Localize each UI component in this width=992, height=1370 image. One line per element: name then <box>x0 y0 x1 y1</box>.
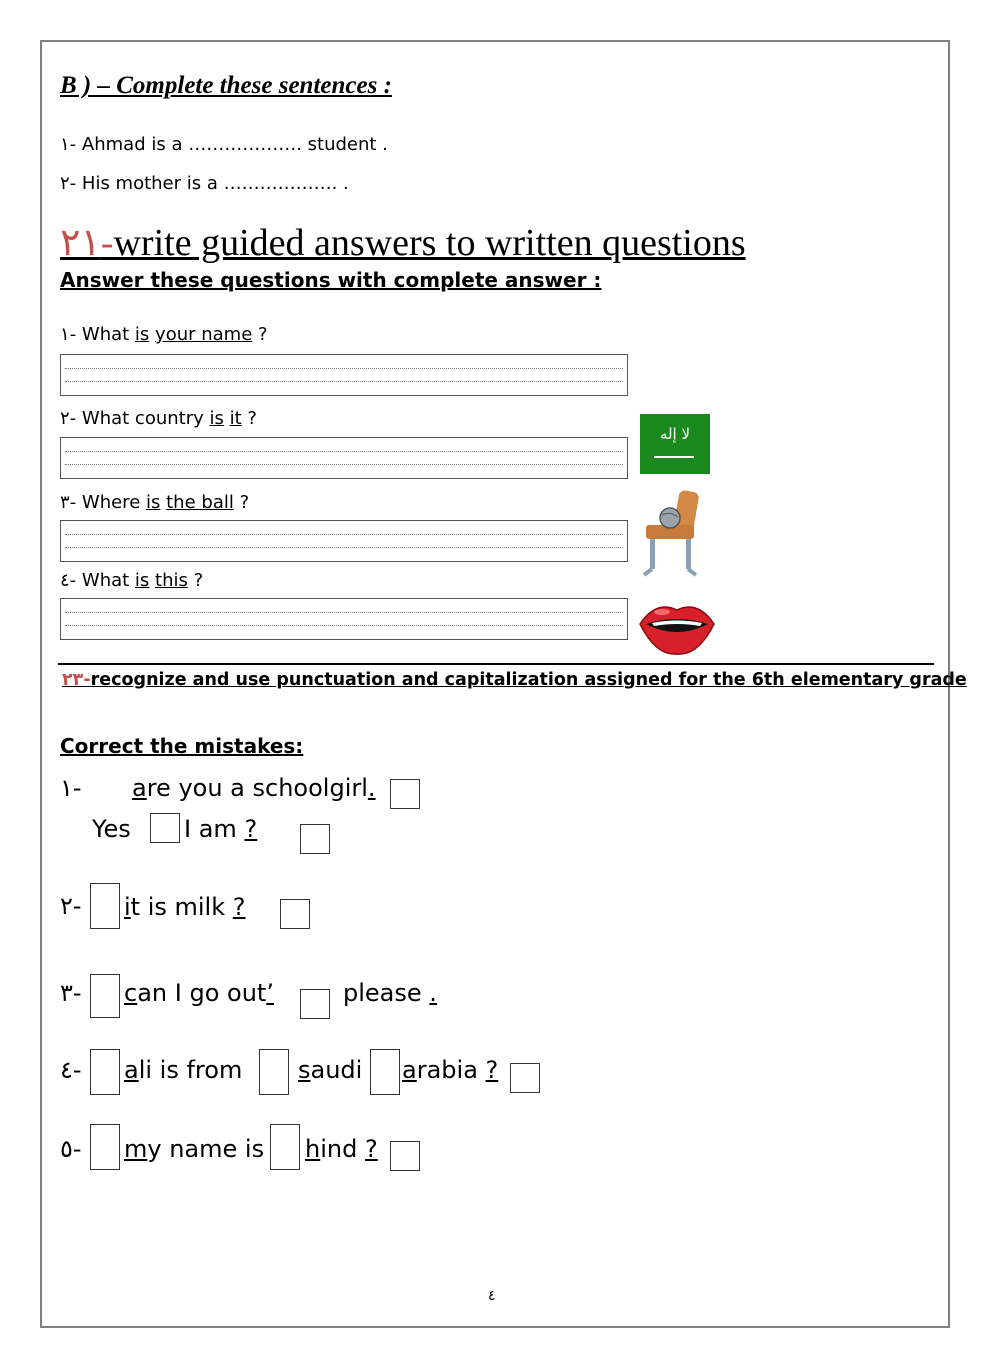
answer-box[interactable] <box>390 779 420 809</box>
underlined-punctuation: ? <box>364 1135 378 1163</box>
correct-mistakes-heading: Correct the mistakes: <box>60 734 304 758</box>
sentence-text: t is milk <box>130 893 226 921</box>
question-number: ٤- <box>60 570 77 591</box>
sentence-text: li is from <box>138 1056 243 1084</box>
answer-box[interactable] <box>90 1124 120 1170</box>
underlined-letter: c <box>124 979 138 1007</box>
section-b-title: B ) – Complete these sentences : <box>60 72 392 99</box>
mistake-1-line-1 <box>132 774 376 802</box>
underlined-letter: a <box>132 774 147 802</box>
section-21-number: ٢١- <box>60 222 114 264</box>
question-end: ? <box>252 324 268 345</box>
answer-box[interactable] <box>280 899 310 929</box>
question-end: ? <box>241 408 257 429</box>
mistake-4-text-3 <box>402 1056 498 1084</box>
page-number: ٤ <box>488 1288 496 1304</box>
question-end: ? <box>233 492 250 513</box>
question-underlined: is <box>134 570 150 591</box>
sentence-text: please <box>343 979 422 1007</box>
answer-box[interactable] <box>90 1049 120 1095</box>
question-2 <box>60 408 257 429</box>
question-number: ١- <box>60 324 77 345</box>
underlined-letter: m <box>124 1135 148 1163</box>
question-number: ٢- <box>60 408 77 429</box>
section-21-subheading: Answer these questions with complete answer : <box>60 268 602 292</box>
answer-box[interactable] <box>90 974 120 1018</box>
flag-sword <box>654 456 694 458</box>
answer-box-3[interactable] <box>60 520 628 562</box>
mistake-4-text-2 <box>298 1056 362 1084</box>
underlined-punctuation: . <box>367 774 376 802</box>
section-23-title: recognize and use punctuation and capitalization assigned for the 6th elementary grade <box>90 670 967 690</box>
underlined-letter: a <box>124 1056 139 1084</box>
mistake-2-number: ٢- <box>60 892 82 920</box>
mistake-3-text <box>124 979 274 1007</box>
sentence-1-number: ١- <box>60 134 77 155</box>
answer-box[interactable] <box>300 824 330 854</box>
underlined-punctuation: . <box>429 979 437 1007</box>
section-23-number: ٢٣- <box>62 670 91 690</box>
underlined-punctuation: ? <box>244 815 258 843</box>
question-3 <box>60 492 249 513</box>
mistake-5-text-1 <box>124 1135 264 1163</box>
underlined-letter: i <box>124 893 131 921</box>
underlined-letter: s <box>298 1056 311 1084</box>
question-underlined: your name <box>155 324 253 345</box>
question-text: What country <box>81 408 210 429</box>
mistake-4-number: ٤- <box>60 1056 82 1084</box>
answer-box[interactable] <box>370 1049 400 1095</box>
sentence-text: an I go out <box>137 979 267 1007</box>
sentence-2-text: His mother is a ………………. . <box>81 173 349 194</box>
answer-box-2[interactable] <box>60 437 628 479</box>
underlined-letter: h <box>305 1135 321 1163</box>
mistake-1-yes: Yes <box>92 815 131 843</box>
section-21-title: write guided answers to written questions <box>113 222 746 264</box>
mistake-4-text-1 <box>124 1056 242 1084</box>
sentence-text: audi <box>310 1056 363 1084</box>
section-23-heading <box>62 670 967 690</box>
mistake-1-line-2 <box>184 815 257 843</box>
underlined-punctuation: ’ <box>266 979 274 1007</box>
question-end: ? <box>187 570 204 591</box>
flag-calligraphy: ﻻ ﺇﻟﻪ <box>659 425 691 443</box>
question-1 <box>60 324 268 345</box>
answer-box[interactable] <box>270 1124 300 1170</box>
question-number: ٣- <box>60 492 77 513</box>
mistake-5-text-2 <box>305 1135 378 1163</box>
mistake-2-text <box>124 893 246 921</box>
sentence-text: y name is <box>147 1135 265 1163</box>
question-underlined: is <box>146 492 161 513</box>
answer-box[interactable] <box>150 813 180 843</box>
question-text: Where <box>81 492 146 513</box>
sentence-2-number: ٢- <box>60 173 77 194</box>
mouth-image <box>636 596 718 658</box>
chair-ball-image <box>640 485 716 577</box>
answer-box[interactable] <box>390 1141 420 1171</box>
underlined-punctuation: ? <box>232 893 246 921</box>
answer-box[interactable] <box>510 1063 540 1093</box>
question-underlined: it <box>229 408 242 429</box>
question-4 <box>60 570 203 591</box>
section-21-heading <box>60 220 746 265</box>
mistake-3-number: ٣- <box>60 979 82 1007</box>
answer-box-1[interactable] <box>60 354 628 396</box>
question-text: What <box>81 570 135 591</box>
sentence-text: rabia <box>416 1056 478 1084</box>
mistake-5-number: ٥- <box>60 1135 82 1163</box>
answer-box[interactable] <box>259 1049 289 1095</box>
sentence-1 <box>60 134 388 155</box>
section-divider <box>58 663 934 665</box>
sentence-2 <box>60 173 349 194</box>
question-underlined: the ball <box>166 492 234 513</box>
question-text: What <box>81 324 135 345</box>
sentence-text: re you a schoolgirl <box>146 774 368 802</box>
sentence-text: I am <box>184 815 237 843</box>
mistake-3-please <box>343 979 437 1007</box>
mistake-1-number: ١- <box>60 774 82 802</box>
answer-box-4[interactable] <box>60 598 628 640</box>
question-underlined: this <box>155 570 188 591</box>
question-underlined: is <box>209 408 224 429</box>
sentence-text: ind <box>320 1135 358 1163</box>
answer-box[interactable] <box>90 883 120 929</box>
question-underlined: is <box>134 324 150 345</box>
answer-box[interactable] <box>300 989 330 1019</box>
saudi-flag-image <box>640 414 710 474</box>
underlined-punctuation: ? <box>485 1056 499 1084</box>
underlined-letter: a <box>402 1056 417 1084</box>
sentence-1-text: Ahmad is a ………………. student . <box>81 134 388 155</box>
